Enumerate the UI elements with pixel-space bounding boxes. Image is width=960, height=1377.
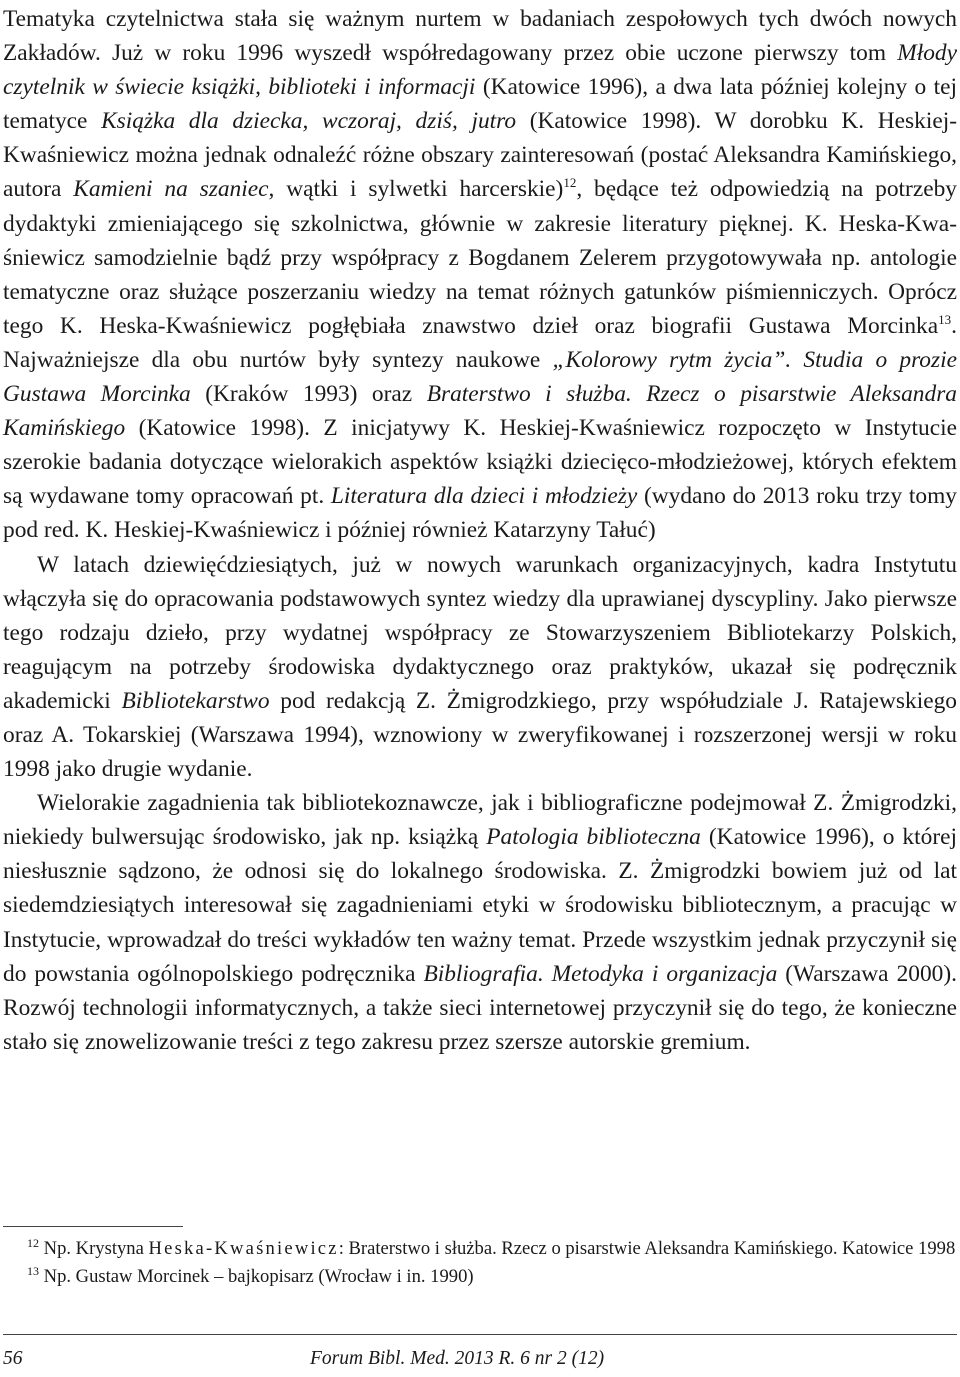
text-run: pod redakcją Z. Żmigrodzkiego, przy współudziale J. Ratajewskiego oraz A. Tokarskiej (Warszawa 1994), wznowiony w zweryfikowanej i rozszerzonej wersji w roku 1998 jako drugie wydanie. (3, 687, 957, 783)
author-name: Heska-Kwaśniewicz (148, 1238, 339, 1259)
footer-separator (3, 1334, 957, 1335)
text-run: Np. Krystyna (43, 1238, 149, 1259)
italic-title: Kamieni na szaniec (73, 176, 269, 203)
footnote-separator (3, 1226, 183, 1227)
text-run: W latach dziewięćdziesiątych, już w nowych warunkach organizacyjnych, kadra Instytutu włączyła się do opracowania podstawowych syntez wiedzy dla uprawianej dyscypliny. Jako pierwsze tego rodzaju dzieło, przy wydatnej współpracy ze Stowarzyszeniem Bibliotekarzy Polskich, reagującym na potrzeby środowiska dydaktycznego oraz praktyków, ukazał się podręcznik akademicki (3, 551, 957, 714)
journal-citation: Forum Bibl. Med. 2013 R. 6 nr 2 (12) (310, 1348, 605, 1369)
text-run: , wątki i sylwetki harcerskie) (268, 176, 564, 203)
text-run: Tematyka czytelnictwa stała się ważnym nurtem w badaniach zespołowych tych dwóch nowych Zakładów. Już w roku 1996 wyszedł współredagowany przez obie uczone pierwszy tom (3, 6, 957, 67)
footnote-number: 12 (27, 1236, 39, 1250)
text-run: (Katowice 1998). Z inicjatywy K. Heskiej-Kwaśniewicz rozpoczęto w Instytucie szerokie badania dotyczące wielorakich aspektów książki dziecięco-młodzieżowej, których efektem są wydawane tomy opracowań pt. (3, 415, 957, 510)
text-run: (Katowice 1996), a dwa lata później kolejny o tej tematyce (3, 74, 957, 135)
italic-title: Braterstwo i służba. Rzecz o pisarstwie Aleksandra Kamińskiego (3, 381, 957, 442)
footnote (3, 1235, 957, 1263)
paragraph (3, 548, 957, 787)
footnotes (3, 1235, 957, 1290)
text-run: Np. Gustaw Morcinek – bajkopisarz (Wrocław i in. 1990) (43, 1265, 474, 1287)
italic-title: Bibliotekarstwo (121, 687, 270, 714)
text-run: (Katowice 1998). W dorobku K. Heskiej-Kwaśniewicz można jednak odnaleźć różne obszary zainteresowań (postać Aleksandra Kamińskiego, autora (3, 108, 958, 203)
paragraph (3, 786, 957, 1059)
italic-title: Patologia biblioteczna (486, 824, 701, 851)
footnote-number: 13 (27, 1263, 39, 1278)
text-run: (Kraków 1993) oraz (190, 381, 427, 408)
text-run: (Katowice 1996), o której niesłusznie sądzono, że odnosi się do lokalnego środowiska. Z. Żmigrodzki bowiem już od lat siedemdziesiątych interesował się zagadnieniami etyki w środowisku bibliotecznym, a pracując w Instytucie, wprowadzał do treści wykładów ten ważny temat. Przede wszystkim jednak przyczynił się do powstania ogólnopolskiego podręcznika (3, 824, 957, 987)
text-run: Wielorakie zagadnienia tak bibliotekoznawcze, jak i bibliograficzne podejmował Z. Żmigrodzki, niekiedy bulwersując środowisko, jak np. książką (3, 790, 957, 851)
italic-title: Bibliografia. Metodyka i organizacja (423, 960, 778, 987)
italic-title: „Kolorowy rytm życia”. Studia o prozie Gustawa Morcinka (3, 346, 957, 408)
italic-title: Książka dla dziecka, wczoraj, dziś, jutro (101, 108, 517, 135)
italic-title: Młody czytelnik w świecie książki, biblioteki i informacji (3, 40, 957, 101)
footnote-ref: 12 (563, 175, 577, 191)
text-run: (wydano do 2013 roku trzy tomy pod red. K. Heskiej-Kwaśniewicz i później również Katarzyny Tałuć) (3, 483, 958, 544)
paragraph (3, 2, 957, 548)
text-run: : Braterstwo i służba. Rzecz o pisarstwie Aleksandra Kamińskiego. Katowice 1998 (338, 1238, 956, 1259)
text-run: (Warszawa 2000). Rozwój technologii informatycznych, a także sieci internetowej przyczynił się do tego, że konieczne stało się znowelizowanie treści z tego zakresu przez szersze autorskie gremium. (3, 960, 957, 1055)
footnote-ref: 13 (938, 311, 952, 327)
body-text (3, 2, 957, 1059)
page-content (3, 2, 957, 1059)
text-run: . Najważniejsze dla obu nurtów były syntezy naukowe (3, 312, 957, 373)
italic-title: Literatura dla dzieci i młodzieży (330, 483, 638, 510)
text-run: , będące też odpowiedzią na potrzeby dydaktyki zmieniającego się szkolnictwa, głównie w zakresie literatury pięknej. K. Heska-Kwaśniewicz samodzielnie bądź przy współpracy z Bogdanem Zelerem przygotowywała np. antologie tematyczne oraz służące poszerzaniu wiedzy na temat różnych gatunków piśmienniczych. Oprócz tego K. Heska-Kwaśniewicz pogłębiała znawstwo dzieł oraz biografii Gustawa Morcinka (3, 176, 957, 339)
footnote (3, 1263, 957, 1291)
page-number: 56 (3, 1348, 23, 1369)
